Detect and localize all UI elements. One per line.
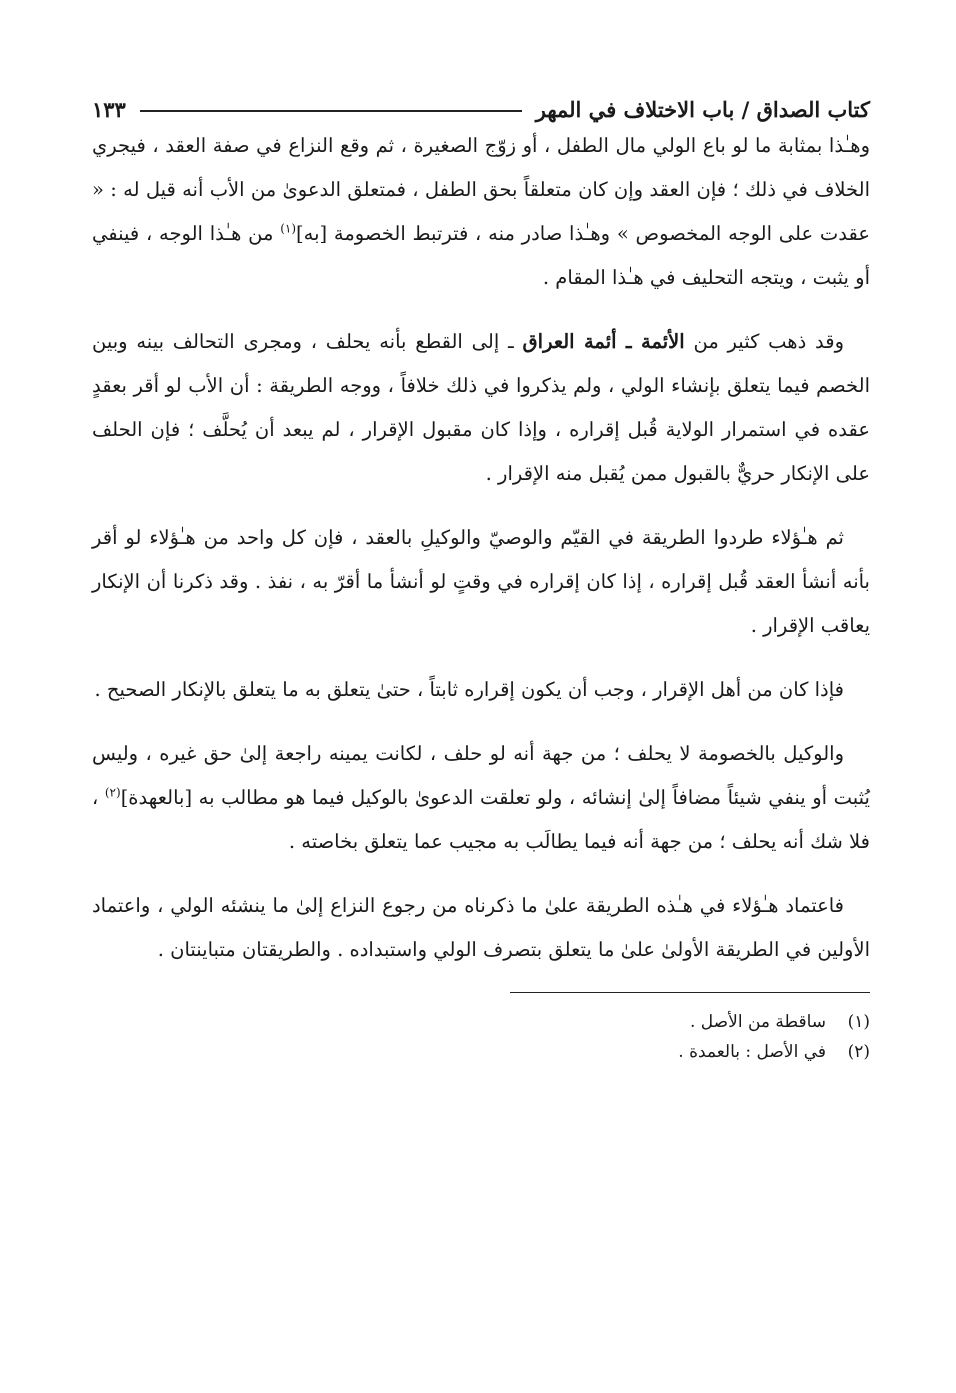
paragraph-2-text-b: ـ إلى القطع بأنه يحلف ، ومجرى التحالف بينه وبين الخصم فيما يتعلق بإنشاء الولي ، ولم يذكروا في ذلك خلافاً ، ووجه الطريقة : أن الأب لو أقر بعقدٍ عقده في استمرار الولاية قُبل إقراره ، وإذا كان مقبول الإقرار ، لم يبعد أن يُحلَّف ؛ فإن الحلف على الإنكار حريٌّ بالقبول ممن يُقبل منه الإقرار . <box>92 330 870 485</box>
footnote-2-number: (٢) <box>847 1042 870 1062</box>
paragraph-4-text: فإذا كان من أهل الإقرار ، وجب أن يكون إقراره ثابتاً ، حتىٰ يتعلق به ما يتعلق بالإنكار الصحيح . <box>94 678 844 701</box>
footnote-1-number: (١) <box>847 1012 870 1032</box>
paragraph-2-bold: الأئمة ـ أئمة العراق <box>522 330 685 353</box>
paragraph-1-text-a: وهـٰذا بمثابة ما لو باع الولي مال الطفل ، أو زوّج الصغيرة ، ثم وقع النزاع في صفة العقد ، فيجري الخلاف في ذلك ؛ فإن العقد وإن كان متعلقاً بحق الطفل ، فمتعلق الدعوىٰ من الأب أنه قيل له : « عقدت على الوجه المخصوص » وهـٰذا صادر منه ، فترتبط الخصومة [به] <box>92 134 871 245</box>
book-page <box>92 70 870 1330</box>
paragraph-1-text-b: من هـٰذا الوجه ، فينفي أو يثبت ، ويتجه التحليف في هـٰذا المقام . <box>92 222 870 289</box>
footnote-2-text: في الأصل : بالعمدة . <box>678 1042 826 1062</box>
footnote-separator <box>510 992 870 993</box>
paragraph-4 <box>92 668 870 712</box>
footnote-1 <box>92 1007 870 1037</box>
paragraph-5-text-a: والوكيل بالخصومة لا يحلف ؛ من جهة أنه لو حلف ، لكانت يمينه راجعة إلىٰ حق غيره ، وليس يُثبت أو ينفي شيئاً مضافاً إلىٰ إنشائه ، ولو تعلقت الدعوىٰ بالوكيل فيما هو مطالب به [بالعهدة] <box>92 742 870 809</box>
page-number: ١٣٣ <box>92 97 126 122</box>
header-rule <box>140 110 522 112</box>
running-header <box>92 70 870 122</box>
paragraph-2 <box>92 320 870 496</box>
chapter-title: كتاب الصداق / باب الاختلاف في المهر <box>535 97 870 122</box>
paragraph-5 <box>92 732 870 864</box>
main-text <box>92 124 870 972</box>
paragraph-6 <box>92 884 870 972</box>
footnote-ref-1: (١) <box>280 221 297 236</box>
footnote-ref-2: (٢) <box>104 785 121 800</box>
footnote-2 <box>92 1037 870 1067</box>
paragraph-2-text-a: وقد ذهب كثير من <box>684 330 845 353</box>
footnotes <box>92 1007 870 1067</box>
paragraph-3-text: ثم هـٰؤلاء طردوا الطريقة في القيّم والوصيّ والوكيلِ بالعقد ، فإن كل واحد من هـٰؤلاء لو أقر بأنه أنشأ العقد قُبل إقراره ، إذا كان إقراره في وقتٍ لو أنشأ ما أقرّ به ، نفذ . وقد ذكرنا أن الإنكار يعاقب الإقرار . <box>92 526 870 637</box>
footnote-1-text: ساقطة من الأصل . <box>690 1012 826 1032</box>
paragraph-3 <box>92 516 870 648</box>
paragraph-6-text: فاعتماد هـٰؤلاء في هـٰذه الطريقة علىٰ ما ذكرناه من رجوع النزاع إلىٰ ما ينشئه الولي ، واعتماد الأولين في الطريقة الأولىٰ علىٰ ما يتعلق بتصرف الولي واستبداده . والطريقتان متباينتان . <box>92 894 870 961</box>
paragraph-5-text-b: ، فلا شك أنه يحلف ؛ من جهة أنه فيما يطالَب به مجيب عما يتعلق بخاصته . <box>92 786 870 853</box>
paragraph-1 <box>92 124 870 300</box>
